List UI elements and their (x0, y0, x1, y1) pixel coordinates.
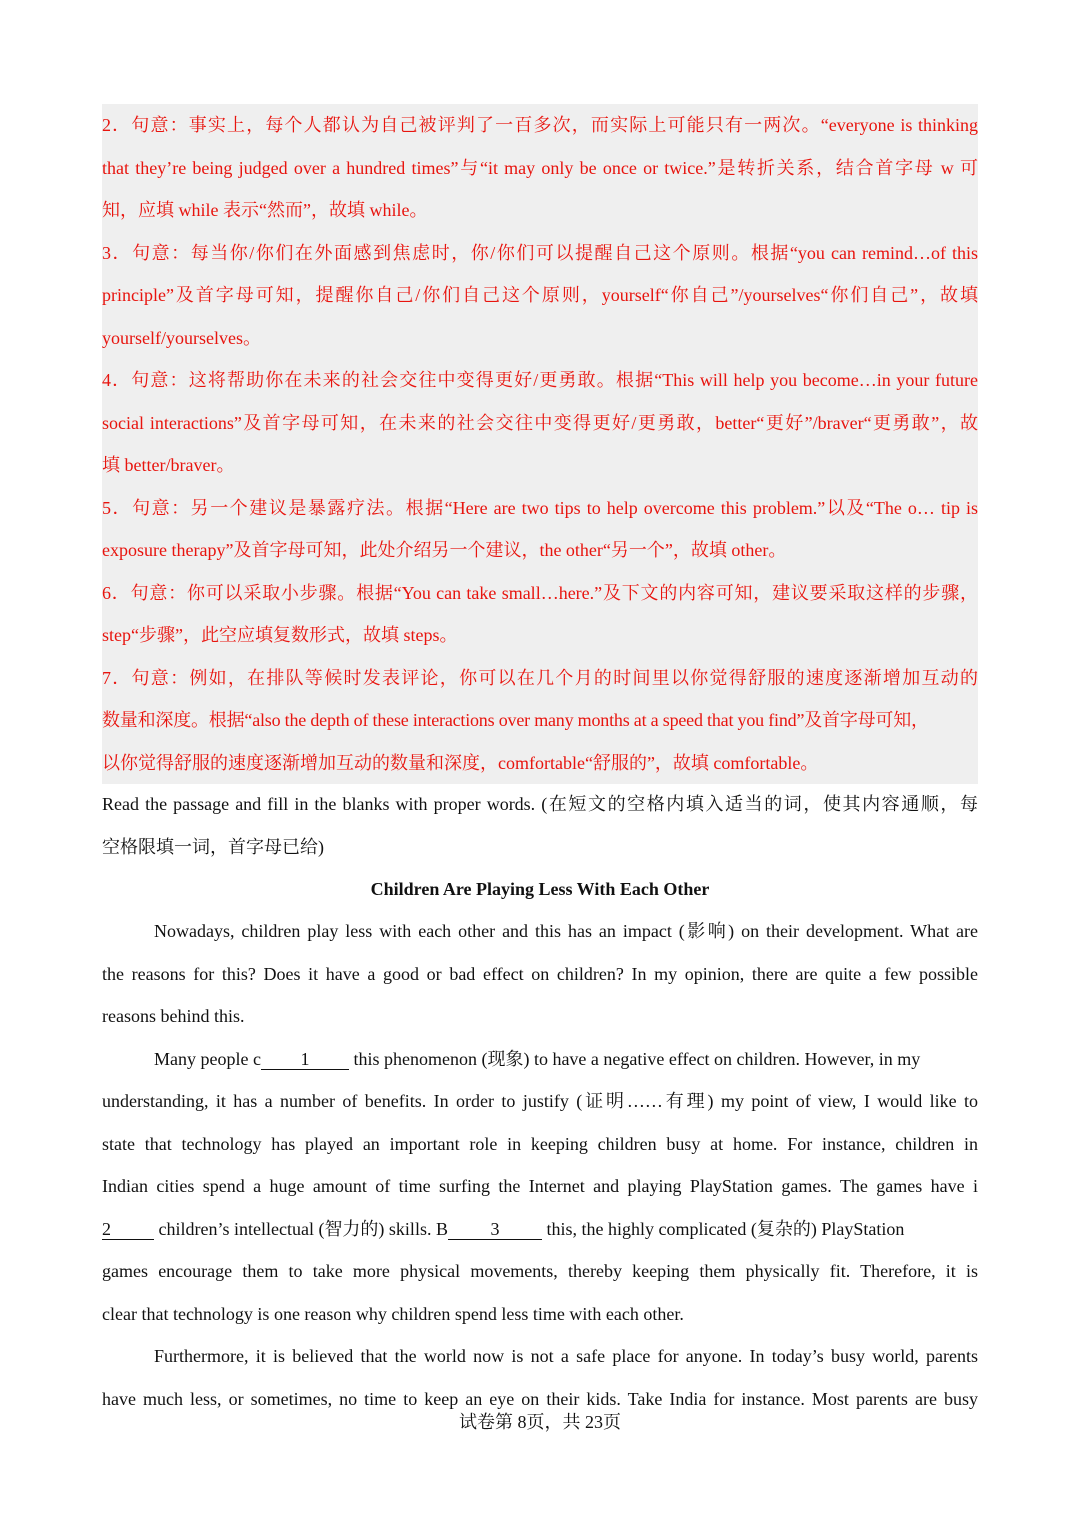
answer-line: 3．句意：每当你/你们在外面感到焦虑时，你/你们可以提醒自己这个原则。根据“you can remind…of this (102, 242, 978, 263)
answer-line: 7．句意：例如，在排队等候时发表评论，你可以在几个月的时间里以你觉得舒服的速度逐渐增加互动的 (102, 667, 978, 688)
answer-line: 6．句意：你可以采取小步骤。根据“You can take small…here.”及下文的内容可知，建议要采取这样的步骤， (102, 582, 978, 603)
answer-line: exposure therapy”及首字母可知，此处介绍另一个建议，the other“另一个”，故填 other。 (102, 540, 787, 560)
paragraph-line: Indian cities spend a huge amount of time surfing the Internet and playing PlayStation games. The games have i (102, 1176, 978, 1196)
blank-1[interactable]: 1 (261, 1049, 349, 1070)
answer-line: 数量和深度。根据“also the depth of these interactions over many months at a speed that you find”及首字母可知， (102, 710, 929, 730)
answer-line: social interactions”及首字母可知，在未来的社会交往中变得更好/更勇敢，better“更好”/braver“更勇敢”，故 (102, 412, 978, 433)
answer-line: 知，应填 while 表示“然而”，故填 while。 (102, 200, 428, 220)
instruction-line: 空格限填一词，首字母已给) (102, 836, 324, 857)
passage-body (102, 910, 978, 1420)
paragraph-line: have much less, or sometimes, no time to keep an eye on their kids. Take India for instance. Most parents are busy (102, 1388, 978, 1409)
page-footer: 试卷第 8页，共 23页 (459, 1412, 621, 1432)
text-fragment: this, the highly complicated (复杂的) PlayStation (541, 1218, 905, 1239)
paragraph-line: Nowadays, children play less with each other and this has an impact (影响) on their development. What are (154, 921, 978, 941)
blank-3[interactable]: 3 (448, 1219, 542, 1240)
paragraph-line: clear that technology is one reason why children spend less time with each other. (102, 1303, 684, 1324)
instructions (102, 783, 978, 868)
answer-line: 4．句意：这将帮助你在未来的社会交往中变得更好/更勇敢。根据“This will help you become…in your future (102, 370, 978, 390)
answer-line: that they’re being judged over a hundred times”与“it may only be once or twice.”是转折关系，结合首字母 w 可 (102, 157, 978, 178)
answer-line: 2．句意：事实上，每个人都认为自己被评判了一百多次，而实际上可能只有一两次。“everyone is thinking (102, 115, 978, 135)
instruction-line: Read the passage and fill in the blanks with proper words. (在短文的空格内填入适当的词，使其内容通顺，每 (102, 794, 978, 814)
paragraph-line: reasons behind this. (102, 1006, 245, 1026)
paragraph-line (102, 1038, 978, 1081)
paragraph-line: state that technology has played an important role in keeping children busy at home. For instance, children in (102, 1133, 978, 1154)
answer-line: yourself/yourselves。 (102, 327, 261, 348)
paragraph-line: understanding, it has a number of benefits. In order to justify (证明……有理) my point of view, I would like to (102, 1091, 978, 1111)
answer-line: 填 better/braver。 (102, 455, 235, 475)
paragraph-line (102, 1208, 978, 1251)
answer-line: 以你觉得舒服的速度逐渐增加互动的数量和深度，comfortable“舒服的”，故填 comfortable。 (102, 752, 819, 773)
paragraph-line: the reasons for this? Does it have a good or bad effect on children? In my opinion, there are quite a few possible (102, 963, 978, 984)
paragraph-line: Furthermore, it is believed that the world now is not a safe place for anyone. In today’s busy world, parents (154, 1346, 978, 1366)
paragraph-line: games encourage them to take more physical movements, thereby keeping them physically fit. Therefore, it is (102, 1261, 978, 1281)
blank-2[interactable]: 2 (102, 1219, 154, 1240)
text-fragment: this phenomenon (现象) to have a negative effect on children. However, in my (348, 1048, 921, 1069)
text-fragment: Many people c (154, 1048, 261, 1069)
answer-explanations (102, 104, 978, 784)
answer-line: step“步骤”，此空应填复数形式，故填 steps。 (102, 625, 458, 645)
text-fragment: children’s intellectual (智力的) skills. B (154, 1218, 448, 1239)
passage-title: Children Are Playing Less With Each Other (370, 879, 710, 899)
answer-line: 5．句意：另一个建议是暴露疗法。根据“Here are two tips to help overcome this problem.”以及“The o… tip is (102, 497, 978, 518)
answer-line: principle”及首字母可知，提醒你自己/你们自己这个原则，yourself“你自己”/yourselves“你们自己”，故填 (102, 285, 978, 305)
